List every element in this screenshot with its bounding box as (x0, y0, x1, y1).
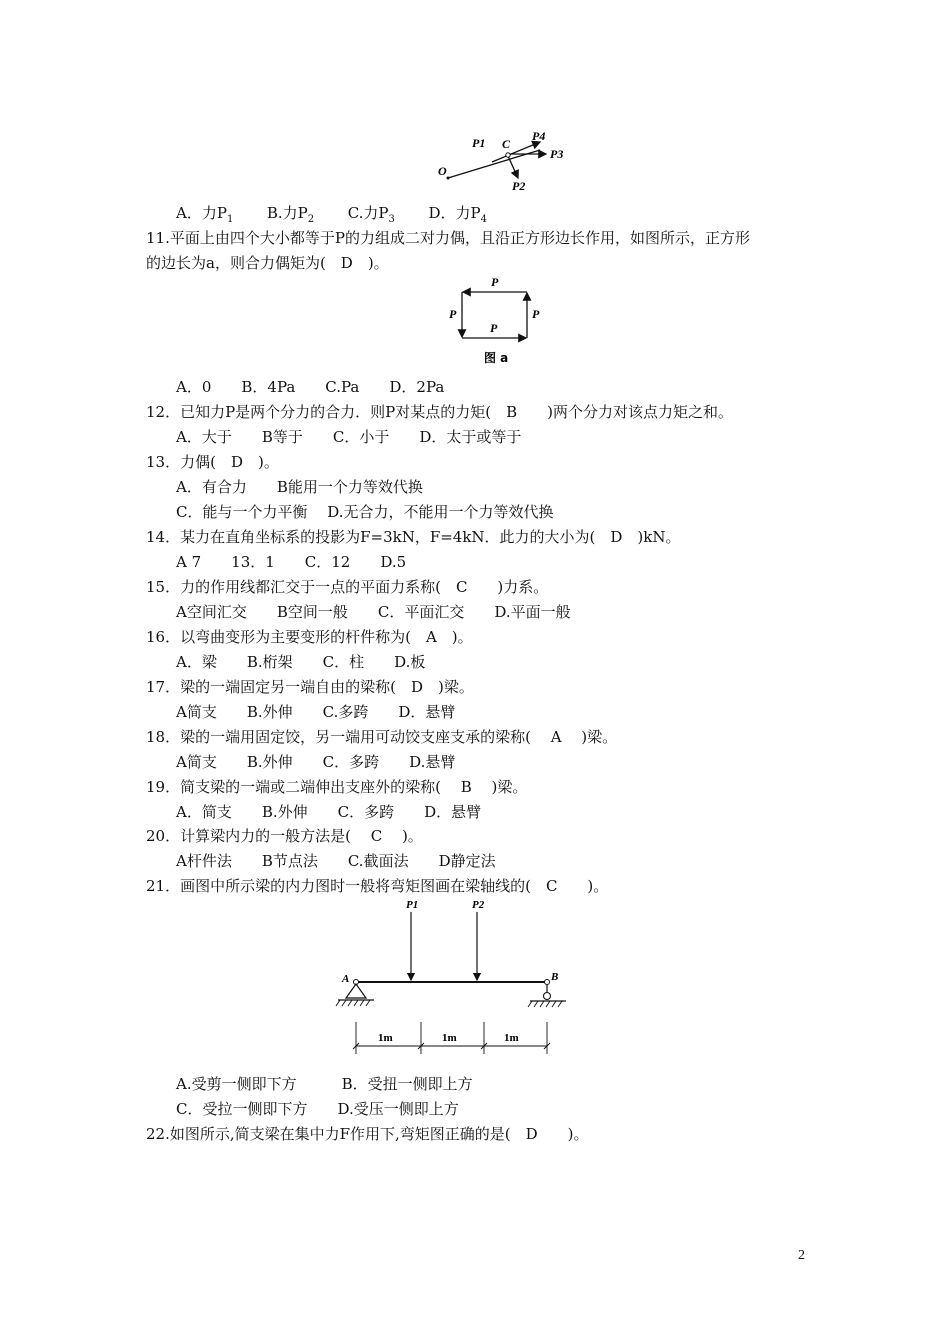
q21-options-1: A.受剪一侧即下方 B．受扭一侧即上方 (176, 1075, 473, 1093)
q20-stem: 20．计算梁内力的一般方法是( C )。 (146, 827, 423, 845)
q19-options: A．简支 B.外伸 C．多跨 D．悬臂 (176, 803, 482, 821)
q13-options-2: C．能与一个力平衡 D.无合力，不能用一个力等效代换 (176, 503, 554, 521)
label-p1: P1 (406, 899, 419, 911)
q15-options: A空间汇交 B空间一般 C．平面汇交 D.平面一般 (176, 603, 571, 621)
q18-options: A简支 B.外伸 C．多跨 D.悬臂 (176, 753, 456, 771)
page-number: 2 (798, 1248, 805, 1263)
label-a: A (342, 973, 350, 985)
label-right-p: P (532, 307, 540, 321)
q17-stem: 17．梁的一端固定另一端自由的梁称( D )梁。 (146, 678, 474, 696)
q11-stem-line2: 的边长为a，则合力偶矩为( D )。 (146, 254, 389, 272)
q11-options: A．0 B．4Pa C.Pa D．2Pa (176, 378, 445, 396)
label-p2: P2 (512, 179, 526, 193)
label-p1: P1 (472, 136, 486, 150)
label-p4: P4 (532, 129, 546, 143)
label-left-p: P (449, 307, 457, 321)
q12-options: A．大于 B等于 C．小于 D．太于或等于 (176, 428, 522, 446)
q10-option-c: C.力P (347, 204, 389, 222)
q10-options (176, 203, 487, 223)
q22-stem: 22.如图所示,简支梁在集中力F作用下,弯矩图正确的是( D )。 (146, 1125, 589, 1143)
figure-caption: 图 a (484, 351, 509, 365)
q10-option-d-sub: 4 (480, 214, 487, 225)
span-1-label: 1m (378, 1032, 393, 1044)
q16-stem: 16．以弯曲变形为主要变形的杆件称为( A )。 (146, 628, 473, 646)
q10-option-c-sub: 3 (388, 214, 395, 225)
q16-options: A．梁 B.桁架 C．柱 D.板 (176, 653, 426, 671)
force-p2-arrow (508, 156, 518, 178)
label-o: O (438, 164, 447, 178)
q20-options: A杆件法 B节点法 C.截面法 D静定法 (176, 852, 496, 870)
force-diagram-q10 (430, 128, 570, 194)
label-p2: P2 (472, 899, 485, 911)
q10-option-a-sub: 1 (226, 214, 234, 225)
q11-stem-line1: 11.平面上由四个大小都等于P的力组成二对力偶，且沿正方形边长作用，如图所示，正方形 (146, 229, 750, 247)
point-c (506, 153, 510, 157)
label-top-p: P (491, 275, 499, 289)
q10-option-b: B.力P (266, 204, 308, 222)
roller-support-b (528, 980, 566, 1008)
q10-option-d: D．力P (428, 204, 481, 222)
q10-option-a: A．力P (176, 204, 227, 222)
label-p3: P3 (550, 147, 564, 161)
label-c: C (502, 137, 511, 151)
span-2-label: 1m (442, 1032, 457, 1044)
point-o (447, 177, 450, 180)
q10-option-b-sub: 2 (307, 214, 315, 225)
q18-stem: 18．梁的一端用固定饺，另一端用可动饺支座支承的梁称( A )梁。 (146, 728, 618, 746)
span-3-label: 1m (504, 1032, 519, 1044)
q21-stem: 21．画图中所示梁的内力图时一般将弯矩图画在梁轴线的( C )。 (146, 877, 609, 895)
q13-options-1: A．有合力 B能用一个力等效代换 (176, 478, 423, 496)
q19-stem: 19．简支梁的一端或二端伸出支座外的梁称( B )梁。 (146, 778, 528, 796)
label-b: B (551, 971, 559, 983)
q12-stem: 12．已知力P是两个分力的合力．则P对某点的力矩( B )两个分力对该点力矩之和。 (146, 403, 734, 421)
q14-stem: 14．某力在直角坐标系的投影为F=3kN，F=4kN．此力的大小为( D )kN。 (146, 528, 681, 546)
q21-options-2: C．受拉一侧即下方 D.受压一侧即上方 (176, 1100, 459, 1118)
q15-stem: 15．力的作用线都汇交于一点的平面力系称( C )力系。 (146, 578, 549, 596)
square-force-diagram (442, 274, 552, 370)
q14-options: A 7 13．1 C．12 D.5 (176, 553, 407, 571)
simply-supported-beam-diagram (334, 896, 574, 1060)
q13-stem: 13．力偶( D )。 (146, 453, 279, 471)
q17-options: A简支 B.外伸 C.多跨 D．悬臂 (176, 703, 456, 721)
label-bottom-p: P (490, 321, 498, 335)
